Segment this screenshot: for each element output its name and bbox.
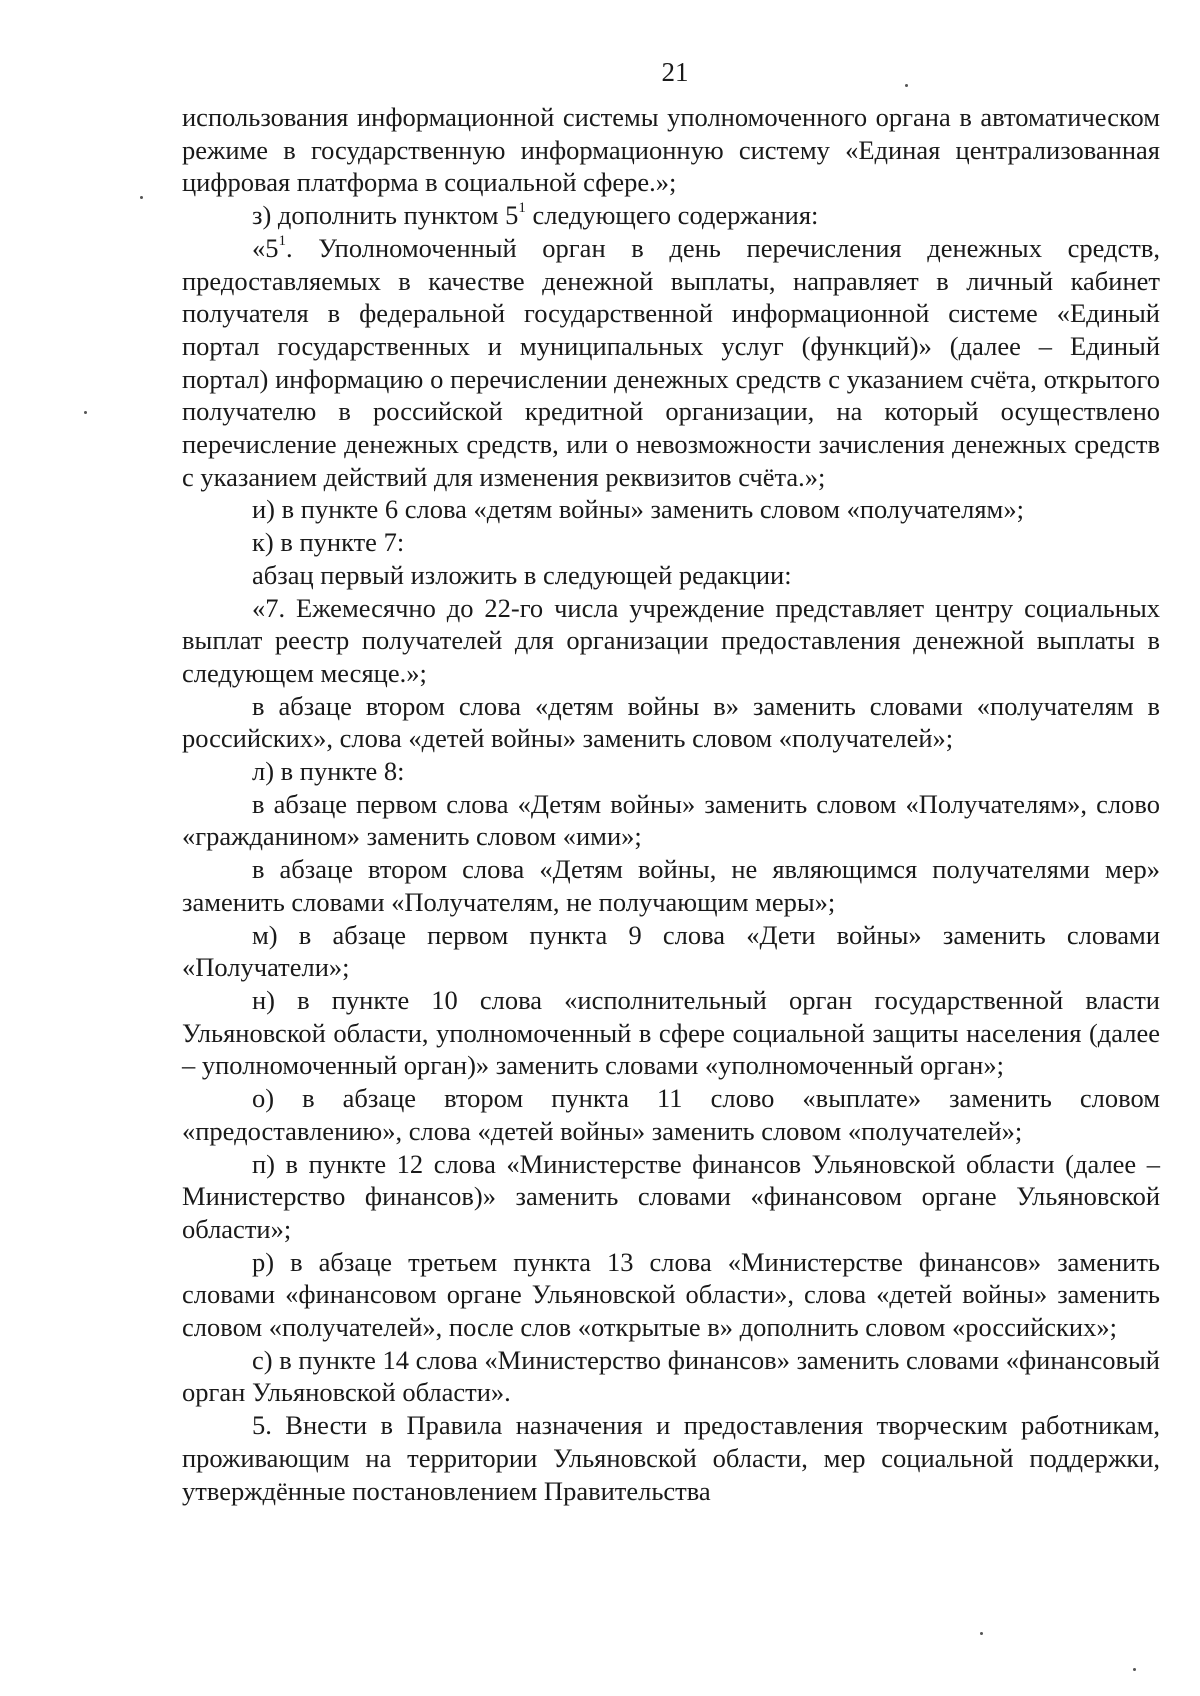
paragraph-second-abzac: в абзаце втором слова «детям войны в» заменить словами «получателям в российских», слова «детей войны» заменить словом «получателей»; (182, 690, 1160, 754)
paragraph-text-after: следующего содержания: (525, 200, 819, 231)
paragraph-point-8-first: в абзаце первом слова «Детям войны» заменить словом «Получателям», слово «гражданином» заменить словом «ими»; (182, 788, 1160, 852)
scan-speck (1133, 1668, 1136, 1671)
scan-speck (84, 411, 87, 414)
scan-speck (905, 84, 908, 87)
paragraph-text: з) дополнить пунктом 5 (252, 200, 519, 231)
paragraph-item-m: м) в абзаце первом пункта 9 слова «Дети войны» заменить словами «Получатели»; (182, 919, 1160, 983)
paragraph-item-l: л) в пункте 8: (252, 756, 405, 787)
paragraph-continuation: использования информационной системы уполномоченного органа в автоматическом режиме в государственную информационную систему «Единая централизованная цифровая платформа в социальной сфере.»; (182, 102, 1160, 198)
paragraph-item-o: о) в абзаце втором пункта 11 слово «выплате» заменить словом «предоставлению», слова «детей войны» заменить словом «получателей»; (182, 1083, 1160, 1146)
paragraph-item-r: р) в абзаце третьем пункта 13 слова «Министерстве финансов» заменить словами «финансовом органе Ульяновской области», слова «детей войны» заменить словом «получателей», после слов «открытые в» дополнить словом «российских»; (182, 1246, 1160, 1343)
paragraph-item-p: п) в пункте 12 слова «Министерстве финансов Ульяновской области (далее – Министерство финансов)» заменить словами «финансовом органе Ульяновской области»; (182, 1148, 1160, 1244)
paragraph-text: «5 (252, 232, 279, 263)
paragraph-text-after: . Уполномоченный орган в день перечисления денежных средств, предоставляемых в качестве денежной выплаты, направляет в личный кабинет получателя в федеральной государственной информационной системе «Единый портал государственных и муниципальных услуг (функций)» (далее – Единый портал) информацию о перечислении денежных средств с указанием счёта, открытого получателю в российской кредитной организации, на который осуществлено перечисление денежных средств, или о невозможности зачисления денежных средств с указанием действий для изменения реквизитов счёта.»; (182, 232, 1160, 492)
document-body (182, 101, 1160, 1507)
paragraph-point-7: «7. Ежемесячно до 22-го числа учреждение представляет центру социальных выплат реестр получателей для организации предоставления денежной выплаты в следующем месяце.»; (182, 592, 1160, 688)
paragraph-item-k: к) в пункте 7: (252, 527, 405, 558)
paragraph-item-s: с) в пункте 14 слова «Министерство финансов» заменить словами «финансовый орган Ульяновской области». (182, 1344, 1160, 1408)
scan-speck (140, 196, 143, 199)
paragraph-item-z (182, 199, 1160, 232)
paragraph-section-5: 5. Внести в Правила назначения и предоставления творческим работникам, проживающим на территории Ульяновской области, мер социальной поддержки, утверждённые постановлением Правительства (182, 1410, 1160, 1506)
page-number: 21 (661, 57, 689, 87)
paragraph-point-5-1 (182, 232, 1160, 494)
superscript-index: 1 (278, 232, 286, 249)
paragraph-first-abzac: абзац первый изложить в следующей редакции: (252, 559, 792, 590)
paragraph-item-i: и) в пункте 6 слова «детям войны» заменить словом «получателям»; (252, 494, 1024, 525)
paragraph-point-8-second: в абзаце втором слова «Детям войны, не являющимся получателями мер» заменить словами «Получателям, не получающим меры»; (182, 854, 1160, 917)
paragraph-item-n: н) в пункте 10 слова «исполнительный орган государственной власти Ульяновской области, уполномоченный в сфере социальной защиты населения (далее – уполномоченный орган)» заменить словами «уполномоченный орган»; (182, 984, 1160, 1081)
superscript-index: 1 (518, 200, 526, 217)
scan-speck (980, 1632, 983, 1635)
